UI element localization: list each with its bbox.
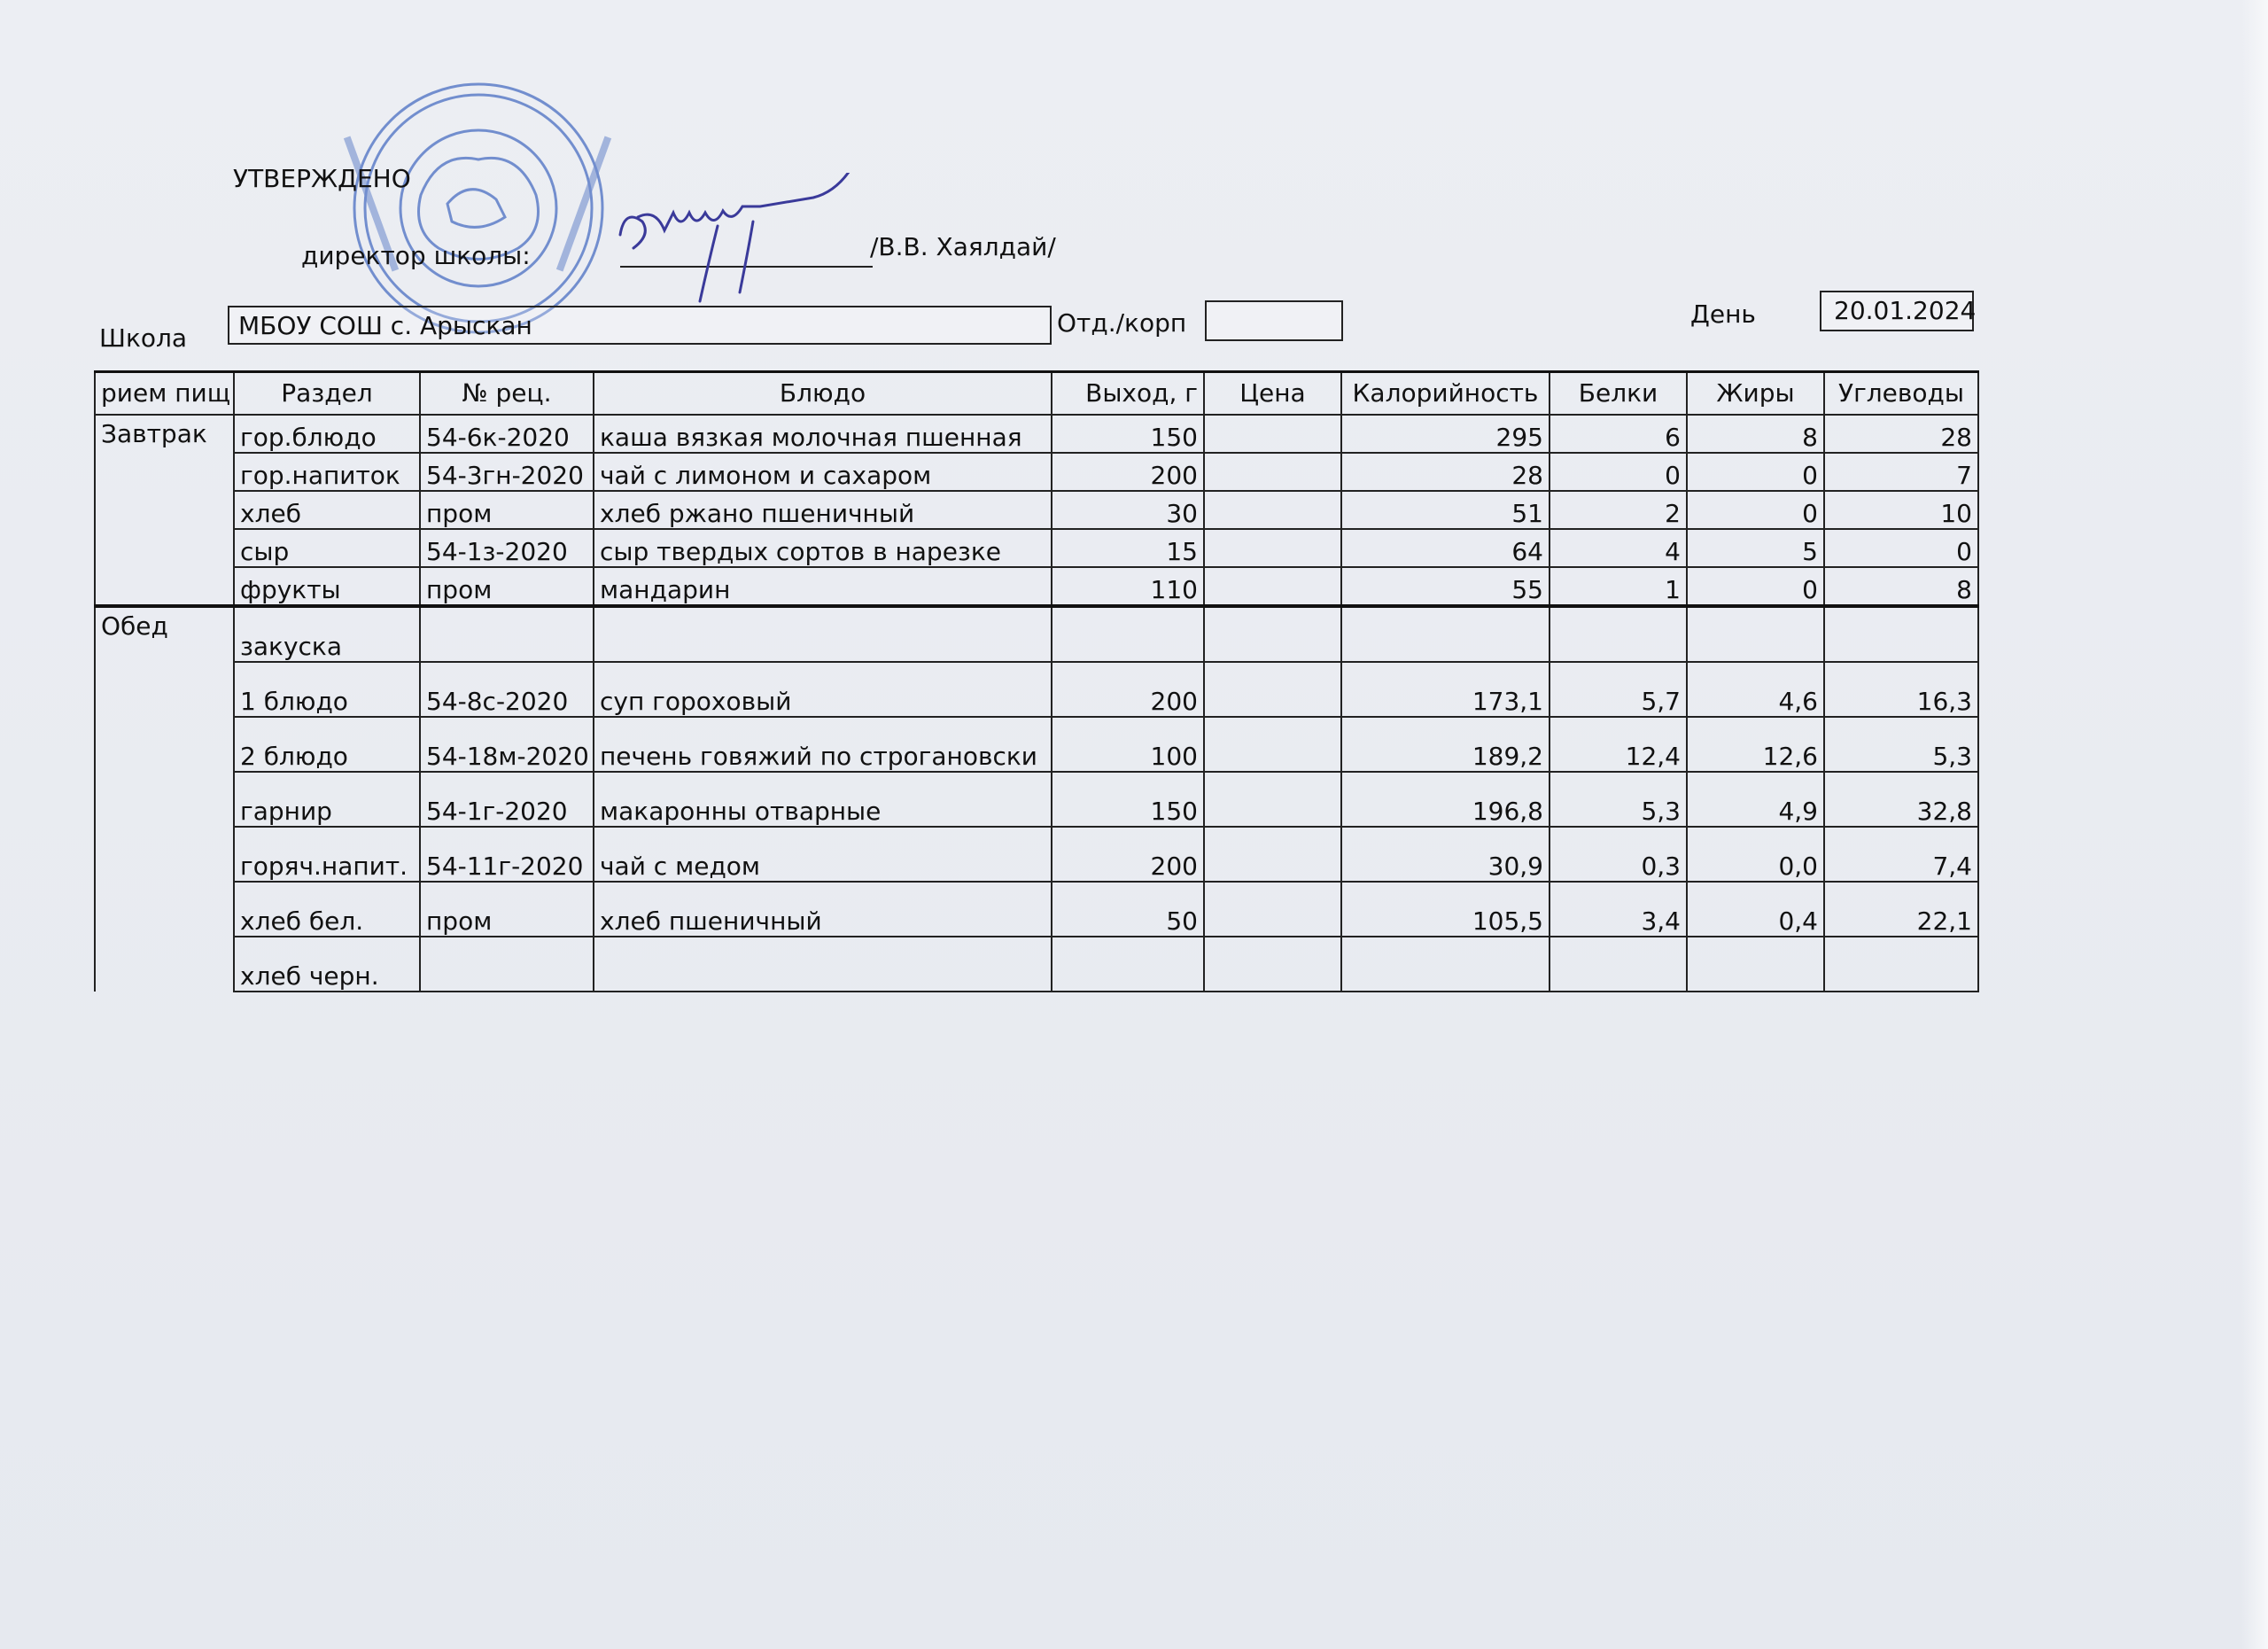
recipe-cell: пром (420, 491, 594, 529)
yield-cell: 150 (1052, 415, 1204, 453)
yield-cell: 110 (1052, 567, 1204, 606)
yield-cell: 50 (1052, 882, 1204, 937)
dish-cell: хлеб пшеничный (594, 882, 1052, 937)
recipe-cell: пром (420, 882, 594, 937)
table-row (95, 772, 1978, 827)
col-section: Раздел (234, 372, 420, 416)
kcal-cell: 173,1 (1341, 662, 1550, 717)
recipe-cell (420, 937, 594, 992)
carbs-cell: 10 (1824, 491, 1978, 529)
fat-cell: 0 (1687, 567, 1824, 606)
kcal-cell: 64 (1341, 529, 1550, 567)
day-label: День (1690, 299, 1756, 329)
protein-cell: 5,3 (1550, 772, 1687, 827)
yield-cell: 200 (1052, 827, 1204, 882)
meal-cell: Обед (95, 606, 234, 992)
carbs-cell: 7 (1824, 453, 1978, 491)
price-cell (1204, 529, 1341, 567)
fat-cell: 0 (1687, 453, 1824, 491)
protein-cell (1550, 937, 1687, 992)
yield-cell: 200 (1052, 662, 1204, 717)
school-value: МБОУ СОШ с. Арыскан (238, 311, 532, 340)
school-seal-stamp (315, 71, 642, 346)
table-row (95, 882, 1978, 937)
table-row (95, 827, 1978, 882)
school-label: Школа (99, 323, 188, 353)
price-cell (1204, 415, 1341, 453)
carbs-cell: 16,3 (1824, 662, 1978, 717)
recipe-cell: 54-1з-2020 (420, 529, 594, 567)
yield-cell: 150 (1052, 772, 1204, 827)
recipe-cell: 54-3гн-2020 (420, 453, 594, 491)
carbs-cell (1824, 937, 1978, 992)
table-row (95, 717, 1978, 772)
menu-table (94, 370, 1979, 992)
dish-cell: чай с медом (594, 827, 1052, 882)
day-field[interactable] (1820, 291, 1977, 331)
protein-cell: 1 (1550, 567, 1687, 606)
yield-cell: 200 (1052, 453, 1204, 491)
table-row (95, 529, 1978, 567)
price-cell (1204, 491, 1341, 529)
fat-cell: 4,9 (1687, 772, 1824, 827)
recipe-cell: 54-6к-2020 (420, 415, 594, 453)
fat-cell: 4,6 (1687, 662, 1824, 717)
recipe-cell: пром (420, 567, 594, 606)
director-signature (611, 173, 868, 306)
col-kcal: Калорийность (1341, 372, 1550, 416)
kcal-cell: 30,9 (1341, 827, 1550, 882)
section-cell: гор.блюдо (234, 415, 420, 453)
section-cell: сыр (234, 529, 420, 567)
yield-cell: 100 (1052, 717, 1204, 772)
yield-cell: 15 (1052, 529, 1204, 567)
dish-cell: макаронны отварные (594, 772, 1052, 827)
carbs-cell: 7,4 (1824, 827, 1978, 882)
carbs-cell (1824, 606, 1978, 662)
price-cell (1204, 453, 1341, 491)
col-price: Цена (1204, 372, 1341, 416)
dish-cell: хлеб ржано пшеничный (594, 491, 1052, 529)
director-label: директор школы: (301, 241, 531, 270)
col-protein: Белки (1550, 372, 1687, 416)
price-cell (1204, 662, 1341, 717)
carbs-cell: 5,3 (1824, 717, 1978, 772)
kcal-cell: 55 (1341, 567, 1550, 606)
col-recipe: № рец. (420, 372, 594, 416)
price-cell (1204, 567, 1341, 606)
dish-cell: чай с лимоном и сахаром (594, 453, 1052, 491)
fat-cell: 12,6 (1687, 717, 1824, 772)
section-cell: хлеб (234, 491, 420, 529)
dish-cell: печень говяжий по строгановски (594, 717, 1052, 772)
table-row (95, 453, 1978, 491)
table-row (95, 491, 1978, 529)
protein-cell: 12,4 (1550, 717, 1687, 772)
protein-cell: 0,3 (1550, 827, 1687, 882)
price-cell (1204, 827, 1341, 882)
col-carbs: Углеводы (1824, 372, 1978, 416)
recipe-cell (420, 606, 594, 662)
protein-cell (1550, 606, 1687, 662)
carbs-cell: 28 (1824, 415, 1978, 453)
dept-field[interactable] (1205, 300, 1343, 341)
approved-label: УТВЕРЖДЕНО (233, 164, 411, 193)
fat-cell: 0,0 (1687, 827, 1824, 882)
paper-edge (2241, 0, 2268, 1649)
dish-cell: суп гороховый (594, 662, 1052, 717)
kcal-cell: 189,2 (1341, 717, 1550, 772)
recipe-cell: 54-1г-2020 (420, 772, 594, 827)
fat-cell (1687, 606, 1824, 662)
yield-cell: 30 (1052, 491, 1204, 529)
section-cell: закуска (234, 606, 420, 662)
yield-cell (1052, 937, 1204, 992)
director-name: /В.В. Хаялдай/ (870, 232, 1056, 261)
carbs-cell: 22,1 (1824, 882, 1978, 937)
day-value: 20.01.2024 (1834, 296, 1977, 325)
protein-cell: 2 (1550, 491, 1687, 529)
price-cell (1204, 717, 1341, 772)
table-row (95, 937, 1978, 992)
col-dish: Блюдо (594, 372, 1052, 416)
protein-cell: 3,4 (1550, 882, 1687, 937)
dish-cell: сыр твердых сортов в нарезке (594, 529, 1052, 567)
fat-cell: 0 (1687, 491, 1824, 529)
table-row (95, 662, 1978, 717)
col-fat: Жиры (1687, 372, 1824, 416)
section-cell: 1 блюдо (234, 662, 420, 717)
section-cell: горяч.напит. (234, 827, 420, 882)
fat-cell (1687, 937, 1824, 992)
col-meal: рием пищ (95, 372, 234, 416)
table-header-row (95, 372, 1978, 416)
dish-cell (594, 937, 1052, 992)
price-cell (1204, 772, 1341, 827)
price-cell (1204, 937, 1341, 992)
price-cell (1204, 882, 1341, 937)
kcal-cell (1341, 937, 1550, 992)
recipe-cell: 54-11г-2020 (420, 827, 594, 882)
kcal-cell: 295 (1341, 415, 1550, 453)
protein-cell: 4 (1550, 529, 1687, 567)
protein-cell: 6 (1550, 415, 1687, 453)
carbs-cell: 32,8 (1824, 772, 1978, 827)
meal-cell: Завтрак (95, 415, 234, 606)
kcal-cell (1341, 606, 1550, 662)
fat-cell: 8 (1687, 415, 1824, 453)
table-row (95, 606, 1978, 662)
dept-label: Отд./корп (1057, 308, 1187, 338)
school-field[interactable] (228, 306, 1052, 345)
col-yield: Выход, г (1052, 372, 1204, 416)
section-cell: хлеб черн. (234, 937, 420, 992)
table-row (95, 415, 1978, 453)
section-cell: гор.напиток (234, 453, 420, 491)
price-cell (1204, 606, 1341, 662)
section-cell: 2 блюдо (234, 717, 420, 772)
section-cell: фрукты (234, 567, 420, 606)
carbs-cell: 8 (1824, 567, 1978, 606)
recipe-cell: 54-18м-2020 (420, 717, 594, 772)
kcal-cell: 28 (1341, 453, 1550, 491)
protein-cell: 5,7 (1550, 662, 1687, 717)
yield-cell (1052, 606, 1204, 662)
fat-cell: 0,4 (1687, 882, 1824, 937)
kcal-cell: 196,8 (1341, 772, 1550, 827)
protein-cell: 0 (1550, 453, 1687, 491)
table-row (95, 567, 1978, 606)
dish-cell (594, 606, 1052, 662)
recipe-cell: 54-8с-2020 (420, 662, 594, 717)
kcal-cell: 51 (1341, 491, 1550, 529)
fat-cell: 5 (1687, 529, 1824, 567)
dish-cell: каша вязкая молочная пшенная (594, 415, 1052, 453)
section-cell: хлеб бел. (234, 882, 420, 937)
dish-cell: мандарин (594, 567, 1052, 606)
kcal-cell: 105,5 (1341, 882, 1550, 937)
section-cell: гарнир (234, 772, 420, 827)
carbs-cell: 0 (1824, 529, 1978, 567)
